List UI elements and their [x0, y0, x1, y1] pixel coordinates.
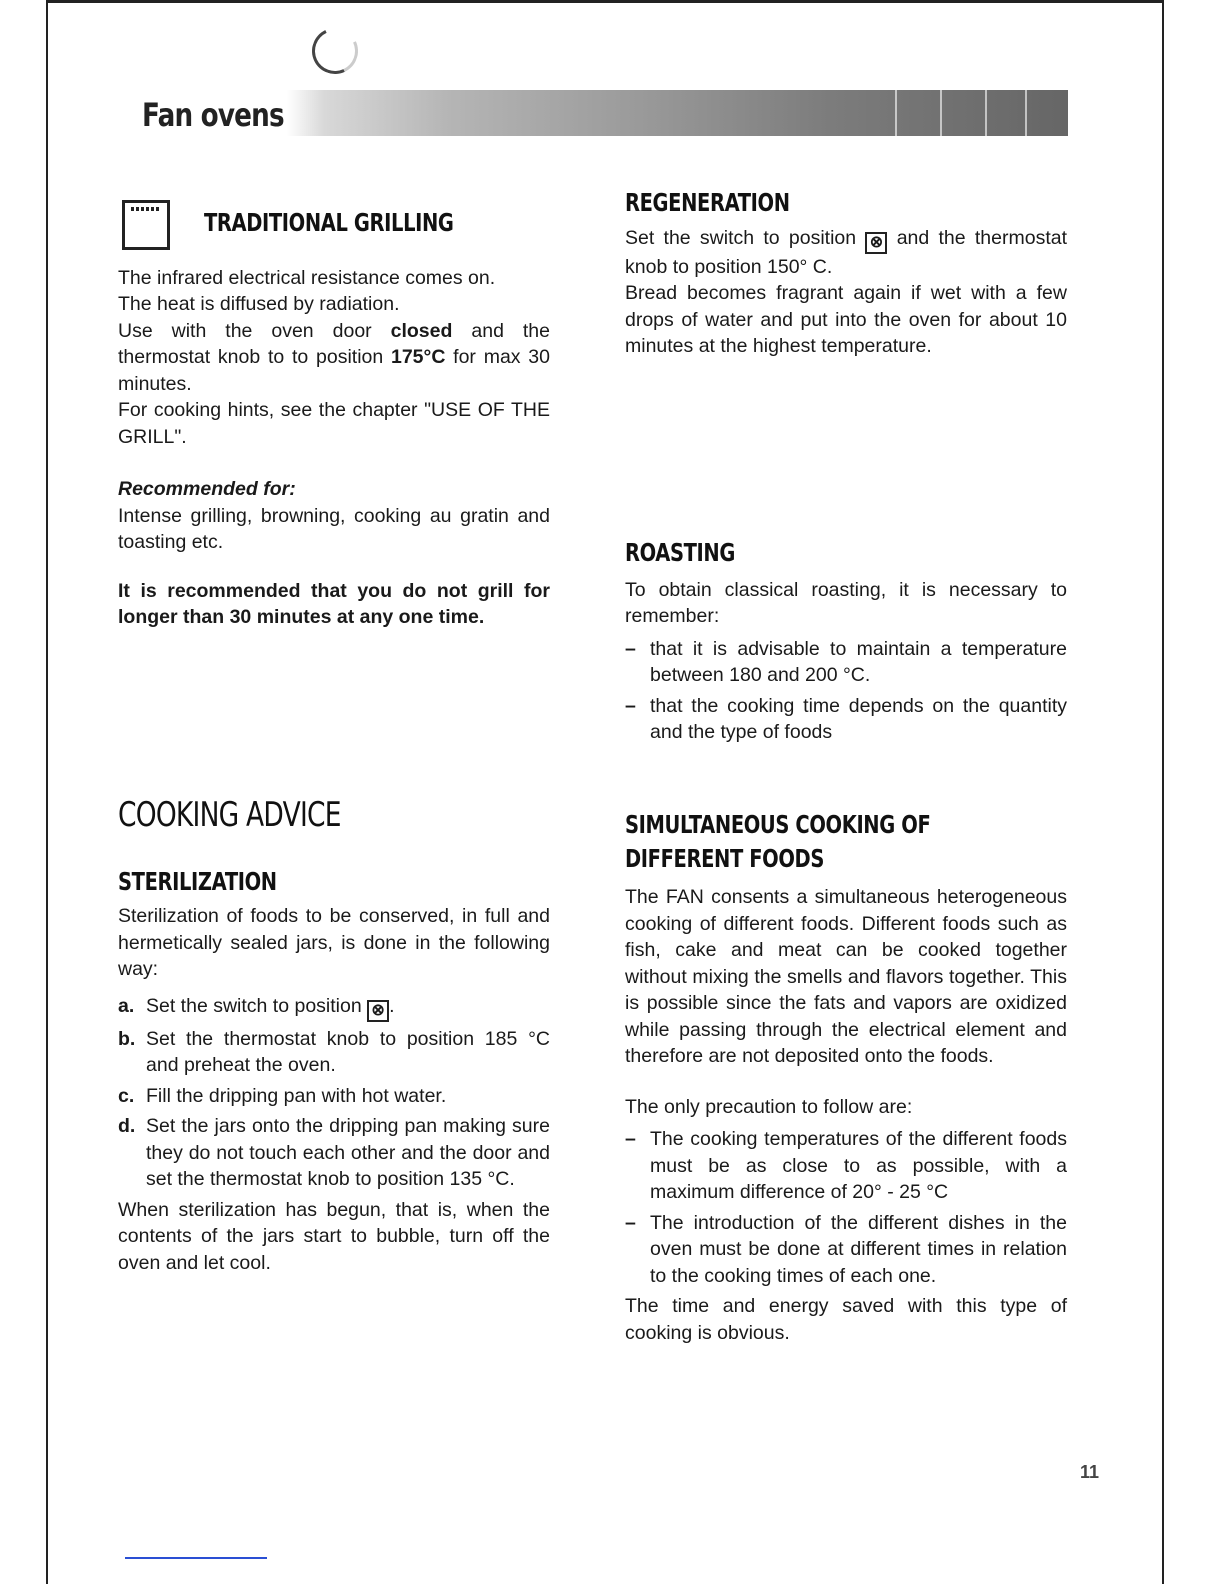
paragraph: The infrared electrical resistance comes on.: [118, 266, 496, 289]
section-heading: TRADITIONAL GRILLING: [204, 208, 454, 237]
list-item: – The introduction of the different dishes in the oven must be done at different times in relation to the cooking times of each one.: [625, 1211, 1067, 1287]
list-item: c. Fill the dripping pan with hot water.: [118, 1084, 447, 1107]
section-heading: ROASTING: [625, 538, 735, 567]
paragraph: Intense grilling, browning, cooking au gratin and toasting etc.: [118, 504, 550, 553]
paragraph: The time and energy saved with this type of cooking is obvious.: [625, 1295, 1067, 1344]
precautions-list: [625, 1126, 1067, 1289]
roasting-section: [625, 540, 1067, 750]
section-heading-line2: DIFFERENT FOODS: [625, 844, 825, 873]
page-title: Fan ovens: [142, 96, 284, 134]
traditional-grilling-section: [118, 210, 550, 631]
section-heading: REGENERATION: [625, 188, 790, 217]
warning-text: It is recommended that you do not grill for longer than 30 minutes at any one time.: [118, 579, 550, 628]
paragraph: Bread becomes fragrant again if wet with a few drops of water and put into the oven for about 10 minutes at the highest temperature.: [625, 282, 1067, 357]
list-item: d. Set the jars onto the dripping pan making sure they do not touch each other and the door and set the thermostat knob to position 135 °C.: [118, 1115, 550, 1190]
tab-circle-icon: [306, 22, 365, 81]
section-heading: STERILIZATION: [118, 866, 277, 896]
cooking-advice-section: [118, 795, 550, 1276]
page-border-right: [1162, 0, 1164, 1584]
recommended-label: Recommended for:: [118, 478, 296, 500]
fan-position-icon: ⊗: [865, 232, 887, 254]
paragraph: Set the switch to position ⊗ and the thermostat knob to position 150° C.: [625, 226, 1067, 278]
page-number: 11: [1080, 1462, 1100, 1482]
regeneration-section: [625, 190, 1067, 360]
paragraph: To obtain classical roasting, it is necessary to remember:: [625, 578, 1067, 627]
paragraph: Sterilization of foods to be conserved, in full and hermetically sealed jars, is done in the following way:: [118, 905, 550, 980]
footer-line: [125, 1557, 267, 1559]
simultaneous-cooking-section: [625, 808, 1067, 1346]
paragraph: For cooking hints, see the chapter "USE OF THE GRILL".: [118, 399, 550, 448]
roasting-list: [625, 636, 1067, 746]
chapter-heading: COOKING ADVICE: [118, 795, 341, 835]
page-border-top: [46, 0, 1164, 3]
list-item: – that it is advisable to maintain a temperature between 180 and 200 °C.: [625, 637, 1067, 686]
paragraph: The FAN consents a simultaneous heterogeneous cooking of different foods. Different foods such as fish, cake and meat can be cooked together without mixing the smells and flavors together. This is possible since the fats and vapors are oxidized while passing through the electrical element and therefore are not deposited onto the foods.: [625, 886, 1067, 1067]
sterilization-steps: [118, 993, 550, 1193]
paragraph: The only precaution to follow are:: [625, 1095, 913, 1118]
paragraph: Use with the oven door closed and the thermostat knob to to position 175°C for max 30 minutes.: [118, 319, 550, 395]
section-heading: SIMULTANEOUS COOKING OF: [625, 810, 931, 839]
paragraph: When sterilization has begun, that is, when the contents of the jars start to bubble, turn off the oven and let cool.: [118, 1198, 550, 1274]
list-item: b. Set the thermostat knob to position 185 °C and preheat the oven.: [118, 1027, 550, 1076]
list-item: – that the cooking time depends on the quantity and the type of foods: [625, 694, 1067, 743]
list-item: a. Set the switch to position ⊗ .: [118, 993, 550, 1022]
fan-position-icon: ⊗: [367, 1000, 389, 1022]
paragraph: The heat is diffused by radiation.: [118, 293, 400, 315]
list-item: – The cooking temperatures of the different foods must be as close to as possible, with a maximum difference of 20° - 25 °C: [625, 1128, 1067, 1203]
page-border-left: [46, 0, 48, 1584]
